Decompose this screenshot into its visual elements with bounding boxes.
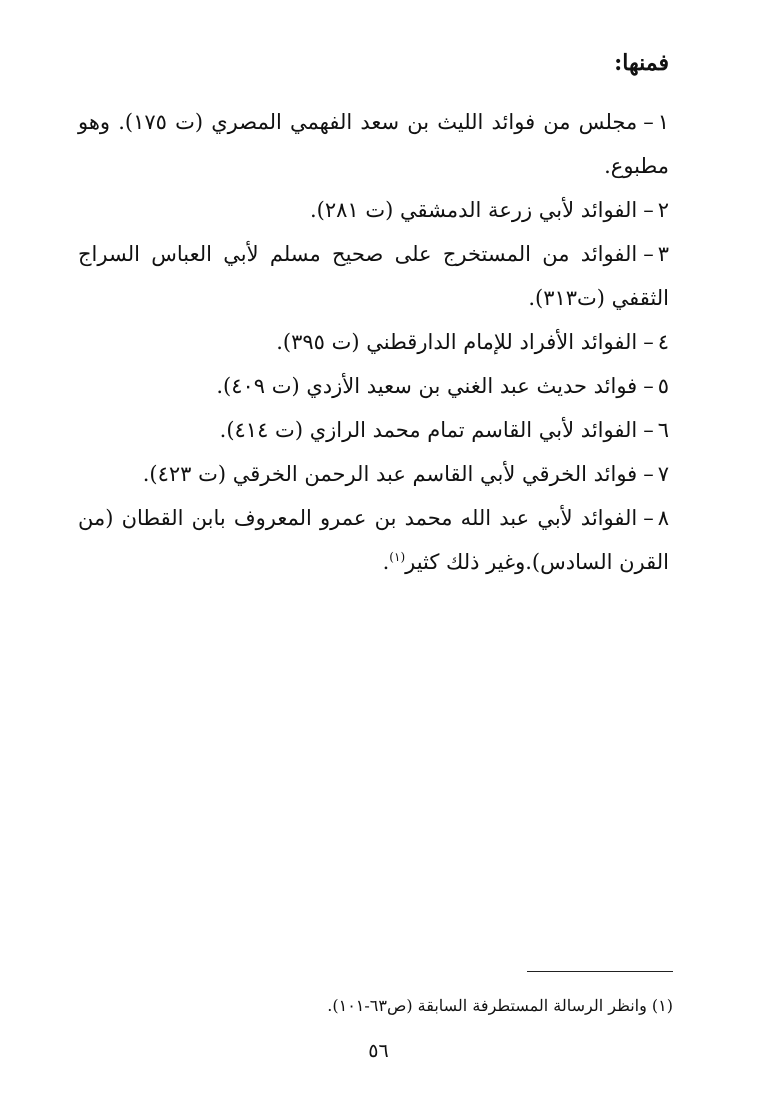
item-text: الفوائد لأبي القاسم تمام محمد الرازي (ت ٤١٤). [219,418,638,442]
item-dash: – [643,418,654,442]
item-dash: – [643,506,654,530]
page-number: ٥٦ [368,1040,389,1062]
item-tail: . [382,550,390,574]
item-number: ٤ [657,330,669,354]
item-text: فوائد الخرقي لأبي القاسم عبد الرحمن الخرقي (ت ٤٢٣). [142,462,638,486]
item-dash: – [643,242,654,266]
item-dash: – [643,374,654,398]
item-text: الفوائد من المستخرج على صحيح مسلم لأبي العباس السراج الثقفي (ت٣١٣). [78,242,669,310]
section-heading: فمنها: [614,50,669,76]
fawaid-list [78,100,669,584]
footnote: (١) وانظر الرسالة المستطرفة السابقة (ص٦٣-١٠١). [327,996,673,1015]
list-item [78,232,669,320]
list-item [78,364,669,408]
item-dash: – [643,330,654,354]
list-item [78,320,669,364]
item-number: ٢ [657,198,669,222]
list-item [78,100,669,188]
item-number: ٧ [657,462,669,486]
item-number: ٥ [657,374,669,398]
item-text: الفوائد الأفراد للإمام الدارقطني (ت ٣٩٥). [276,330,638,354]
footnote-reference[interactable]: (١) [389,550,406,564]
item-dash: – [643,198,654,222]
list-item [78,452,669,496]
list-item [78,408,669,452]
list-item [78,188,669,232]
item-dash: – [643,462,654,486]
item-number: ١ [657,110,669,134]
item-text: الفوائد لأبي زرعة الدمشقي (ت ٢٨١). [309,198,638,222]
item-number: ٣ [657,242,669,266]
list-item [78,496,669,584]
item-dash: – [643,110,654,134]
item-text: مجلس من فوائد الليث بن سعد الفهمي المصري (ت ١٧٥). وهو مطبوع. [78,110,669,178]
footnote-separator [527,971,673,972]
item-number: ٦ [657,418,669,442]
item-text: الفوائد لأبي عبد الله محمد بن عمرو المعروف بابن القطان (من القرن السادس).وغير ذلك كثير [78,506,669,574]
item-text: فوائد حديث عبد الغني بن سعيد الأزدي (ت ٤٠٩). [216,374,638,398]
item-number: ٨ [657,506,669,530]
